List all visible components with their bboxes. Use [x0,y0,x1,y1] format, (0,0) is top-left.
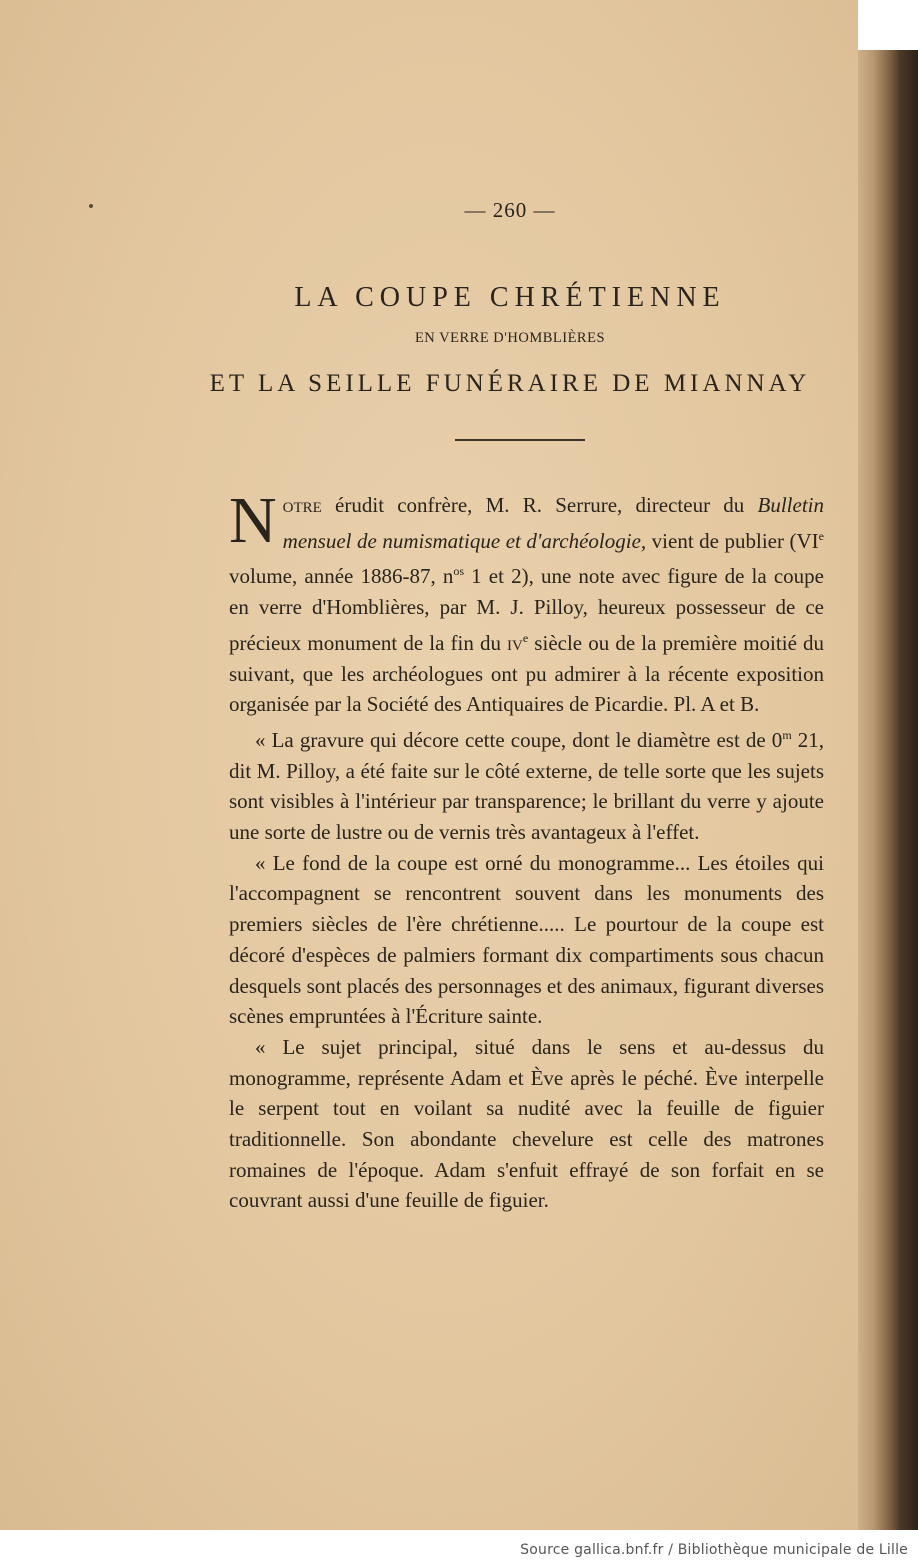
background-corner [858,0,918,50]
paragraph-1-sup-1: e [818,528,824,543]
title-divider [455,439,585,441]
title-line-1: LA COUPE CHRÉTIENNE [294,282,726,313]
title-line-3: ET LA SEILLE FUNÉRAIRE DE MIANNAY [209,370,811,397]
drop-cap: N [229,484,277,557]
paragraph-2-sup: m [782,727,792,742]
paragraph-1-text-b: vient de publier (VI [646,528,819,553]
paragraph-1-text-c: volume, année 1886-87, n [229,564,454,589]
paragraph-3: « Le fond de la coupe est orné du monogramme... Les étoiles qui l'accompagnent se rencontrent souvent dans les monuments des premiers siècles de l'ère chrétienne..... Le pourtour de la coupe est décoré d'espèces de palmiers formant dix compartiments sous chacun desquels sont placés des personnages et des animaux, figurant diverses scènes empruntées à l'Écriture sainte. [229,850,824,1029]
paragraph-1-sup-2: os [453,564,465,579]
paragraph-2-text-a: « La gravure qui décore cette coupe, dont le diamètre est de 0 [255,727,783,752]
source-credit: Source gallica.bnf.fr / Bibliothèque municipale de Lille [520,1542,908,1558]
paragraph-2-text-b: 21, dit M. Pilloy, a été faite sur le côté externe, de telle sorte que les sujets sont visibles à l'intérieur par transparence; le brillant du verre y ajoute une sorte de lustre ou de vernis très avantageux à l'effet. [229,727,824,845]
paragraph-1-text-e: siècle ou de la première moitié du suivant, que les archéologues ont pu admirer à la récente exposition organisée par la Société des Antiquaires de Picardie. Pl. A et B. [229,630,824,717]
paragraph-2 [229,720,824,848]
paragraph-1-smallcaps: otre [282,493,322,517]
paragraph-1-journal-title: Bulletin mensuel de numismatique et d'archéologie, [282,493,824,553]
paragraph-1-text-a: érudit confrère, M. R. Serrure, directeur du [321,493,758,517]
paragraph-1-text-d: 1 et 2), une note avec figure de la coupe en verre d'Homblières, par M. J. Pilloy, heureux possesseur de ce précieux monument de la fin du [229,564,824,655]
title-line-2: EN VERRE D'HOMBLIÈRES [414,330,606,346]
page-number: — 260 — [464,198,556,222]
article-body [229,484,824,1216]
paragraph-1-sup-3: e [522,630,529,645]
book-spine-edge [858,0,918,1530]
paragraph-1 [229,484,824,720]
paragraph-4: « Le sujet principal, situé dans le sens et au-dessus du monogramme, représente Adam et Ève après le péché. Ève interpelle le serpent tout en voilant sa nudité avec la feuille de figuier traditionnelle. Son abondante chevelure est celle des matrones romaines de l'époque. Adam s'enfuit effrayé de son forfait en se couvrant aussi d'une feuille de figuier. [229,1034,824,1213]
paragraph-1-roman-numeral: iv [507,630,523,655]
